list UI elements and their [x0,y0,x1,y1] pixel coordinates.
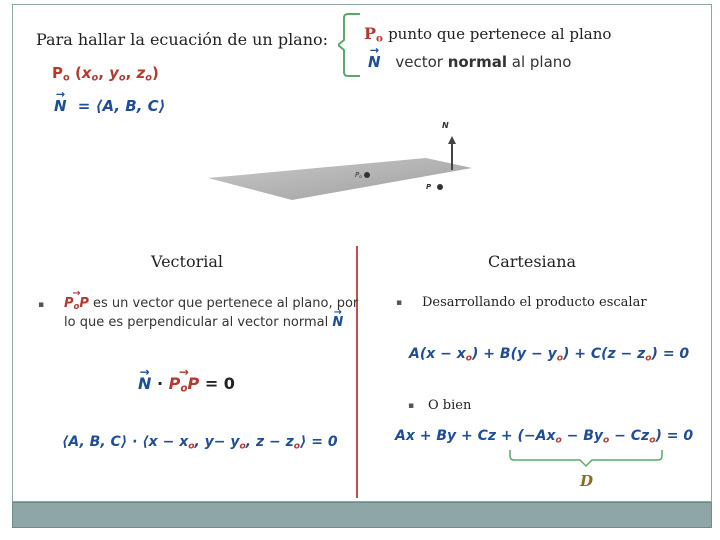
cartesiana-bullet2: O bien [428,398,472,413]
p0-symbol: P [364,24,377,43]
underbrace-icon [508,448,664,468]
bracket-icon [338,12,364,78]
cartesiana-heading: Cartesiana [488,252,577,271]
slide-footer-bar [12,502,712,528]
cartesian-equation-1: $A(x - x_o) + B(y - y_o) + C(z - z_o) = 0$ [409,346,690,364]
plane-figure [200,110,500,210]
figure-p0-label: $P_o$ [355,171,363,181]
n-desc-bold: normal [447,53,507,71]
page-title: Para hallar la ecuación de un plano: [36,30,329,49]
p0-subscript: o [376,32,383,45]
dot-product-equation: → N · → $P_oP = 0$ [138,374,235,395]
p0-definition [364,24,611,45]
vectorial-bullet-line2: lo que es perpendicular al vector normal → N [64,315,343,330]
normal-arrow-head [448,136,456,144]
d-label: D [580,472,594,490]
normal-vector-definition: → N = ⟨A, B, C⟩ [54,97,166,115]
cartesiana-bullet1: Desarrollando el producto escalar [422,295,647,310]
p-point [437,184,443,190]
vectorial-bullet-line1: → $P_oP$ es un vector que pertenece al plano, por [64,296,358,311]
cartesian-equation-2: $Ax + By + Cz + (-Ax_o - By_o - Cz_o) = 0$ [395,428,694,446]
figure-normal-label: N [442,121,449,130]
vector-n-inline: → N [332,315,343,330]
n-definition [368,53,571,71]
vectorial-heading: Vectorial [151,252,223,271]
normal-vector-symbol: → N [54,97,67,115]
p0-point [364,172,370,178]
bullet-marker: ▪ [408,401,415,411]
bullet-marker: ▪ [38,300,45,310]
n-symbol: → N [368,53,381,71]
bullet-marker: ▪ [396,298,403,308]
figure-p-label: P [426,183,432,191]
n-desc-post: al plano [511,53,572,71]
n-desc-pre: vector [395,53,443,71]
column-divider [356,246,358,498]
plane-shape [208,158,472,200]
expanded-vector-equation: ⟨A, B, C⟩ · ⟨x − $x_o$, $y- y_o$, $z - z_o⟩ = 0$ [62,434,338,452]
point-coordinates: $P_o$ ($x_o$, $y_o$, $z_o$) [52,64,159,84]
vector-p0p: → $P_oP$ [64,296,89,311]
p0-description: punto que pertenece al plano [388,25,612,43]
